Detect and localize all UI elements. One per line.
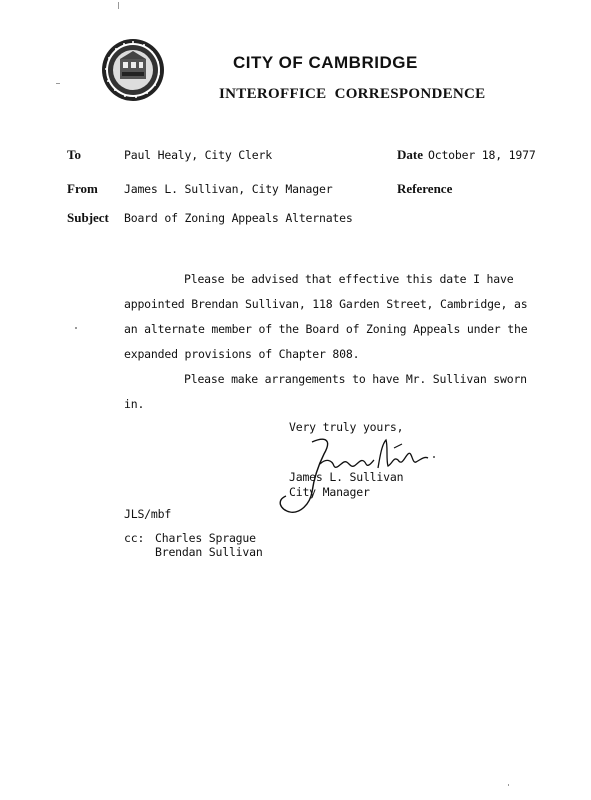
body-paragraph-1-line-3: an alternate member of the Board of Zoning Appeals under the [124, 322, 528, 336]
body-paragraph-2-line-1: Please make arrangements to have Mr. Sullivan sworn [184, 372, 527, 386]
subject-label: Subject [67, 210, 109, 225]
signatory-title: City Manager [289, 485, 370, 499]
scan-speck [75, 327, 77, 329]
cc-recipient: Charles Sprague [155, 531, 256, 545]
city-seal-icon [100, 37, 166, 103]
body-paragraph-2-line-2: in. [124, 397, 145, 411]
to-value: Paul Healy, City Clerk [124, 148, 272, 162]
closing-salutation: Very truly yours, [289, 420, 404, 434]
cc-label: cc: [124, 531, 145, 545]
to-label: To [67, 147, 81, 162]
letterhead-subtitle: INTEROFFICE CORRESPONDENCE [219, 86, 486, 102]
typist-initials: JLS/mbf [124, 507, 172, 521]
reference-label: Reference [397, 181, 453, 196]
subject-value: Board of Zoning Appeals Alternates [124, 211, 353, 225]
letterhead-title: CITY OF CAMBRIDGE [233, 53, 418, 72]
scan-speck [56, 83, 60, 84]
date-value: October 18, 1977 [428, 148, 536, 162]
scan-speck [508, 784, 509, 786]
cc-recipient: Brendan Sullivan [155, 545, 263, 559]
body-paragraph-1-line-4: expanded provisions of Chapter 808. [124, 347, 360, 361]
from-value: James L. Sullivan, City Manager [124, 182, 333, 196]
signatory-name: James L. Sullivan [289, 470, 404, 484]
body-paragraph-1-line-2: appointed Brendan Sullivan, 118 Garden Street, Cambridge, as [124, 297, 528, 311]
date-label: Date [397, 147, 423, 162]
scan-speck [118, 2, 119, 9]
body-paragraph-1-line-1: Please be advised that effective this date I have [184, 272, 514, 286]
from-label: From [67, 181, 98, 196]
